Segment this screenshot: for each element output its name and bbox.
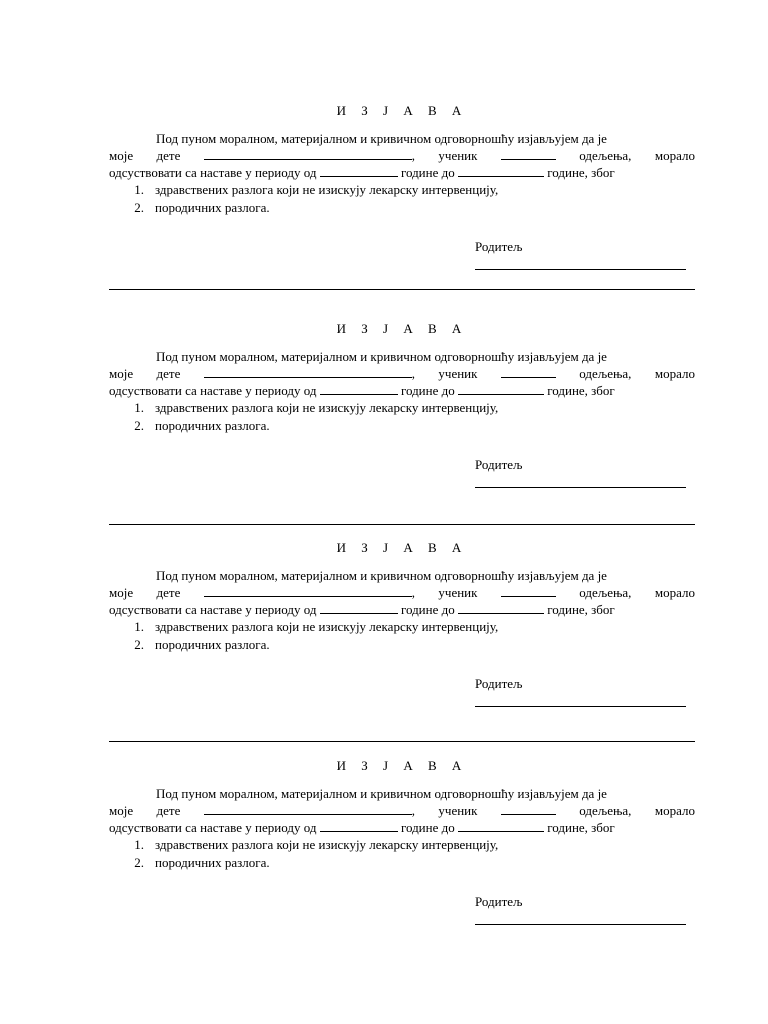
form-text-line-1: Под пуном моралном, материјалном и кривичном одговорношћу изјављујем да је: [156, 786, 607, 801]
date-to-field[interactable]: [458, 164, 544, 177]
form-text-line-2: [109, 365, 695, 382]
word-moje: моје: [109, 803, 134, 818]
reason-item-1: 1. здравствених разлога који не изискују лекарску интервенцију,: [134, 400, 499, 415]
date-from-field[interactable]: [320, 164, 398, 177]
reason-item-2: 2. породичних разлога.: [134, 637, 270, 652]
signature-field[interactable]: [475, 269, 686, 270]
signature-label: Родитељ: [475, 457, 523, 472]
date-from-field[interactable]: [320, 601, 398, 614]
signature-label: Родитељ: [475, 676, 523, 691]
form-title: И З Ј А В А: [336, 758, 468, 773]
word-odeljenja: одељења,: [579, 585, 632, 600]
form-text-line-3: одсуствовати са наставе у периоду од године до године, због: [109, 165, 615, 180]
signature-label: Родитељ: [475, 894, 523, 909]
date-to-field[interactable]: [458, 601, 544, 614]
statement-form-2: [109, 321, 695, 472]
word-dete: дете: [156, 803, 181, 818]
word-moje: моје: [109, 585, 134, 600]
form-text-line-1: Под пуном моралном, материјалном и кривичном одговорношћу изјављујем да је: [156, 349, 607, 364]
date-from-field[interactable]: [320, 819, 398, 832]
date-from-field[interactable]: [320, 382, 398, 395]
grade-field[interactable]: [501, 365, 556, 378]
word-moralo: морало: [654, 148, 695, 163]
word-moralo: морало: [654, 366, 695, 381]
child-name-field[interactable]: ,: [204, 584, 415, 601]
word-ucenik: ученик: [438, 366, 478, 381]
signature-field[interactable]: [475, 487, 686, 488]
signature-label: Родитељ: [475, 239, 523, 254]
word-ucenik: ученик: [438, 148, 478, 163]
word-ucenik: ученик: [438, 585, 478, 600]
form-text-line-1: Под пуном моралном, материјалном и кривичном одговорношћу изјављујем да је: [156, 568, 607, 583]
word-moje: моје: [109, 148, 134, 163]
form-text-line-3: одсуствовати са наставе у периоду од године до године, због: [109, 602, 615, 617]
divider-line: [109, 741, 695, 742]
signature-field[interactable]: [475, 706, 686, 707]
date-to-field[interactable]: [458, 819, 544, 832]
form-title: И З Ј А В А: [336, 540, 468, 555]
child-name-field[interactable]: ,: [204, 147, 415, 164]
form-text-line-2: [109, 147, 695, 164]
word-moralo: морало: [654, 803, 695, 818]
form-title: И З Ј А В А: [336, 321, 468, 336]
word-odeljenja: одељења,: [579, 366, 632, 381]
child-name-field[interactable]: ,: [204, 802, 415, 819]
grade-field[interactable]: [501, 584, 556, 597]
reason-item-1: 1. здравствених разлога који не изискују лекарску интервенцију,: [134, 619, 499, 634]
statement-form-3: [109, 540, 695, 691]
word-odeljenja: одељења,: [579, 148, 632, 163]
word-dete: дете: [156, 585, 181, 600]
divider-line: [109, 524, 695, 525]
reason-item-1: 1. здравствених разлога који не изискују лекарску интервенцију,: [134, 837, 499, 852]
reason-item-2: 2. породичних разлога.: [134, 418, 270, 433]
reason-item-2: 2. породичних разлога.: [134, 855, 270, 870]
form-text-line-1: Под пуном моралном, материјалном и кривичном одговорношћу изјављујем да је: [156, 131, 607, 146]
form-text-line-3: одсуствовати са наставе у периоду од године до године, због: [109, 383, 615, 398]
reason-item-2: 2. породичних разлога.: [134, 200, 270, 215]
form-text-line-2: [109, 802, 695, 819]
form-title: И З Ј А В А: [336, 103, 468, 118]
word-odeljenja: одељења,: [579, 803, 632, 818]
date-to-field[interactable]: [458, 382, 544, 395]
divider-line: [109, 289, 695, 290]
grade-field[interactable]: [501, 802, 556, 815]
word-dete: дете: [156, 366, 181, 381]
word-ucenik: ученик: [438, 803, 478, 818]
signature-field[interactable]: [475, 924, 686, 925]
statement-form-4: [109, 758, 695, 909]
reason-item-1: 1. здравствених разлога који не изискују лекарску интервенцију,: [134, 182, 499, 197]
form-text-line-2: [109, 584, 695, 601]
child-name-field[interactable]: ,: [204, 365, 415, 382]
word-moje: моје: [109, 366, 134, 381]
form-text-line-3: одсуствовати са наставе у периоду од године до године, због: [109, 820, 615, 835]
word-moralo: морало: [654, 585, 695, 600]
statement-form-1: [109, 103, 695, 254]
grade-field[interactable]: [501, 147, 556, 160]
word-dete: дете: [156, 148, 181, 163]
